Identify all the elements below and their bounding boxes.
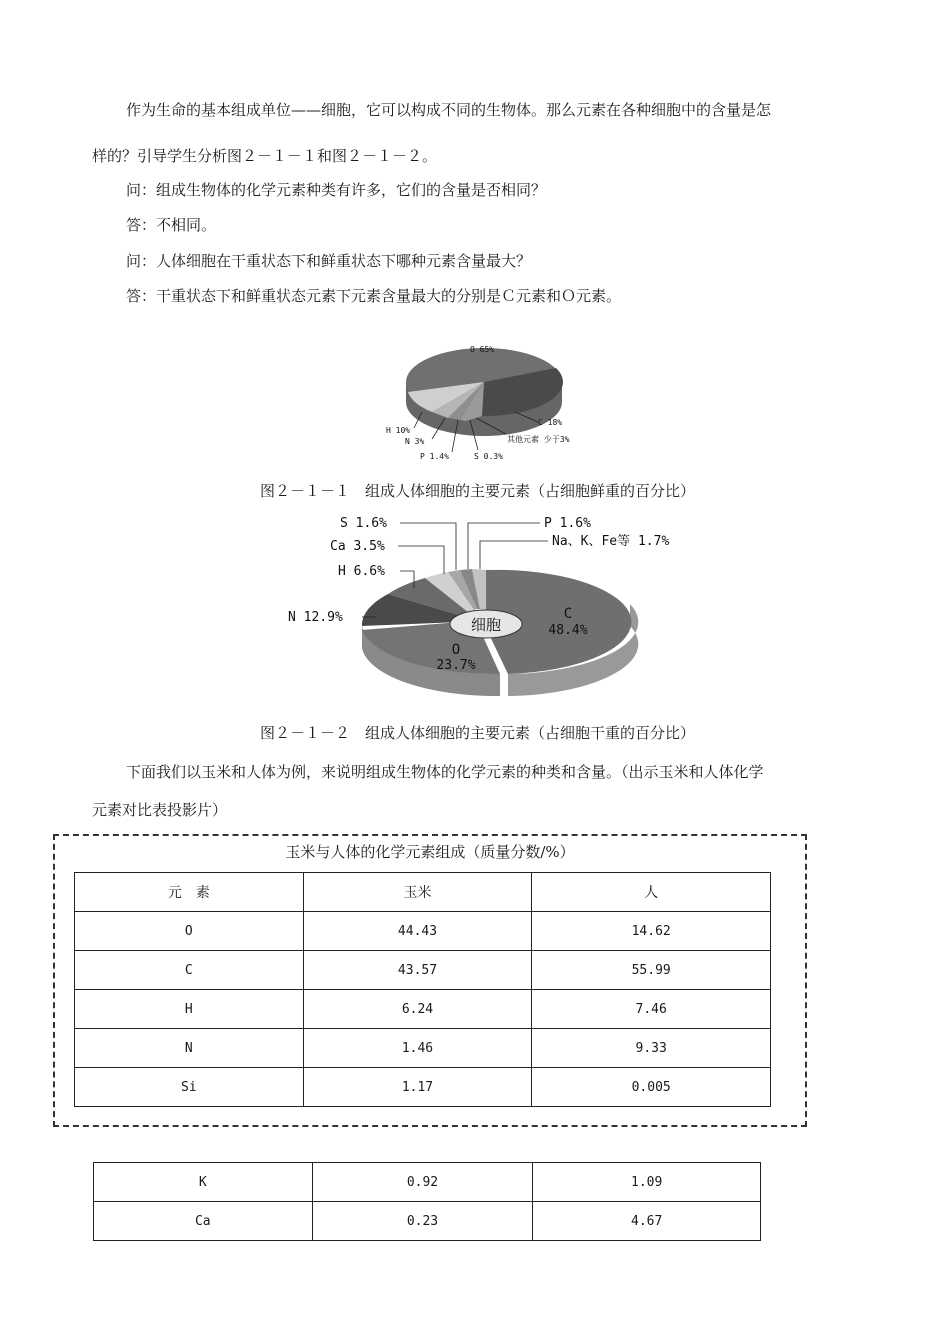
- table-row: [94, 1202, 761, 1241]
- pie1-label-p: P 1.4%: [420, 452, 449, 461]
- table-cell: 14.62: [532, 912, 771, 951]
- pie1-label-c: C 18%: [538, 418, 563, 427]
- comparison-table-box: [53, 834, 807, 1127]
- table-header-element: 元 素: [75, 873, 304, 912]
- table-cell: K: [94, 1163, 313, 1202]
- element-composition-table-continued: [93, 1162, 761, 1241]
- table-cell: 1.17: [303, 1068, 532, 1107]
- pie1-label-n: N 3%: [405, 437, 425, 446]
- pie1-label-h: H 10%: [386, 426, 411, 435]
- table-cell: 7.46: [532, 990, 771, 1029]
- pie2-label-c-value: 48.4%: [548, 623, 588, 638]
- table-cell: 4.67: [533, 1202, 761, 1241]
- table-title: 玉米与人体的化学元素组成（质量分数/%）: [285, 843, 575, 861]
- table-cell: 1.09: [533, 1163, 761, 1202]
- table-cell: 1.46: [303, 1029, 532, 1068]
- pie2-center-label: 细胞: [470, 616, 502, 634]
- table-header-corn: 玉米: [303, 873, 532, 912]
- table-row: [75, 951, 771, 990]
- table-cell: C: [75, 951, 304, 990]
- table-header-human: 人: [532, 873, 771, 912]
- table-cell: N: [75, 1029, 304, 1068]
- pie2-label-h: H 6.6%: [338, 564, 385, 579]
- table-row: [75, 1068, 771, 1107]
- figure-1-caption: 图２－１－１ 组成人体细胞的主要元素（占细胞鲜重的百分比）: [260, 482, 696, 500]
- pie2-label-na: Na、K、Fe等 1.7%: [552, 534, 670, 549]
- table-row: [75, 1029, 771, 1068]
- table-cell: 55.99: [532, 951, 771, 990]
- table-cell: 9.33: [532, 1029, 771, 1068]
- pie1-label-o: O 65%: [470, 345, 495, 354]
- paragraph-1-line-1: 作为生命的基本组成单位——细胞，它可以构成不同的生物体。那么元素在各种细胞中的含量是怎: [126, 101, 772, 119]
- table-cell: Ca: [94, 1202, 313, 1241]
- paragraph-2-line-1: 下面我们以玉米和人体为例，来说明组成生物体的化学元素的种类和含量。（出示玉米和人体化学: [126, 763, 764, 781]
- answer-2: 答：干重状态下和鲜重状态元素下元素含量最大的分别是Ｃ元素和Ｏ元素。: [126, 287, 622, 305]
- question-1: 问：组成生物体的化学元素种类有许多，它们的含量是否相同？: [126, 181, 547, 199]
- pie2-label-s: S 1.6%: [340, 516, 387, 531]
- table-cell: H: [75, 990, 304, 1029]
- figure-2-pie-chart: [280, 508, 710, 703]
- pie1-label-s: S 0.3%: [474, 452, 503, 461]
- table-row: [94, 1163, 761, 1202]
- table-cell: 0.005: [532, 1068, 771, 1107]
- table-cell: 43.57: [303, 951, 532, 990]
- table-cell: 0.92: [312, 1163, 533, 1202]
- table-row: [75, 912, 771, 951]
- element-composition-table: [74, 872, 771, 1107]
- table-cell: 44.43: [303, 912, 532, 951]
- table-cell: 6.24: [303, 990, 532, 1029]
- table-row: [75, 990, 771, 1029]
- figure-2-caption: 图２－１－２ 组成人体细胞的主要元素（占细胞干重的百分比）: [260, 724, 696, 742]
- paragraph-1-line-2: 样的？引导学生分析图２－１－１和图２－１－２。: [92, 147, 438, 165]
- table-cell: Si: [75, 1068, 304, 1107]
- table-header-row: [75, 873, 771, 912]
- table-cell: O: [75, 912, 304, 951]
- figure-1-pie-chart: [370, 322, 610, 472]
- table-cell: 0.23: [312, 1202, 533, 1241]
- pie1-label-other: 其他元素 少于3%: [507, 435, 570, 444]
- pie2-label-c-name: C: [563, 606, 573, 622]
- paragraph-2-line-2: 元素对比表投影片）: [92, 801, 228, 819]
- pie2-label-n: N 12.9%: [288, 610, 343, 625]
- answer-1: 答：不相同。: [126, 216, 217, 234]
- pie2-label-p: P 1.6%: [544, 516, 591, 531]
- pie2-label-o-name: O: [451, 642, 461, 658]
- question-2: 问：人体细胞在干重状态下和鲜重状态下哪种元素含量最大？: [126, 252, 532, 270]
- pie2-label-ca: Ca 3.5%: [330, 539, 385, 554]
- pie2-label-o-value: 23.7%: [436, 658, 476, 673]
